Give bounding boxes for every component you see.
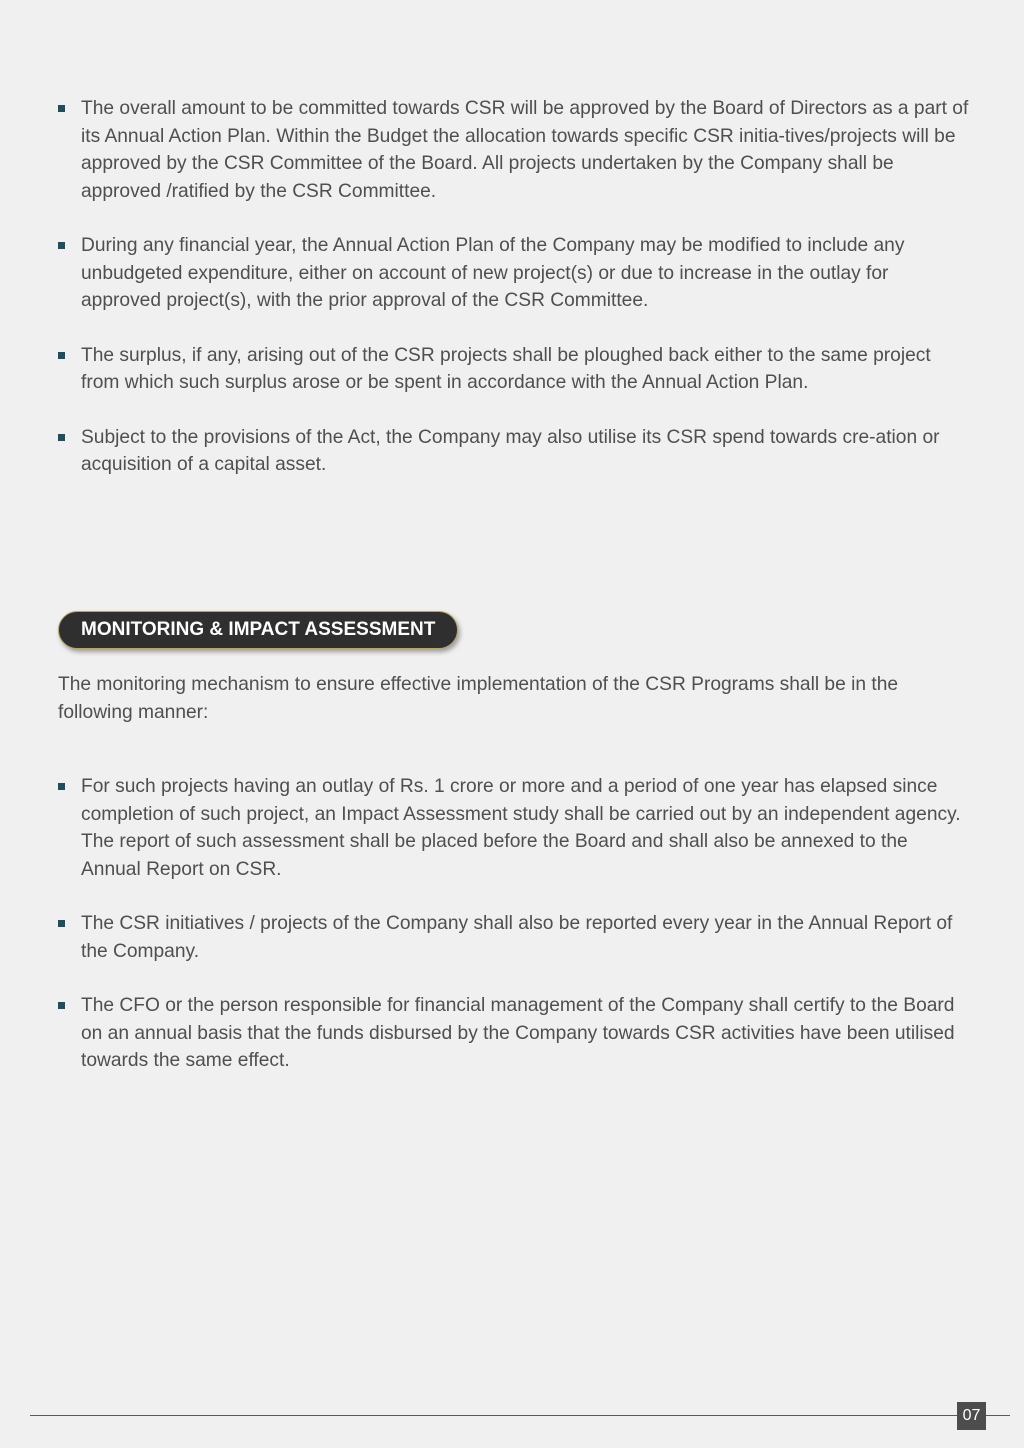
section-intro: The monitoring mechanism to ensure effective implementation of the CSR Programs shall be in the following manner:: [58, 674, 899, 723]
list-item: [58, 342, 970, 397]
list-item: [58, 424, 970, 479]
list-item: [58, 232, 970, 315]
list-item: [58, 992, 970, 1075]
list-item: [58, 773, 970, 883]
bullet-square-icon: [58, 434, 65, 441]
list-item-text: The CFO or the person responsible for financial management of the Company shall certify to the Board on an annual basis that the funds disbursed by the Company towards CSR activities have been utilised towards the same effect.: [81, 995, 955, 1071]
policy-bullet-list: [58, 95, 970, 479]
list-item-text: The CSR initiatives / projects of the Company shall also be reported every year in the Annual Report of the Company.: [81, 913, 953, 962]
bullet-square-icon: [58, 1002, 65, 1009]
bullet-square-icon: [58, 920, 65, 927]
list-item-text: Subject to the provisions of the Act, the Company may also utilise its CSR spend towards cre-ation or acquisition of a capital asset.: [81, 426, 940, 475]
list-item-text: The overall amount to be committed towards CSR will be approved by the Board of Directors as a part of its Annual Action Plan. Within the Budget the allocation towards specific CSR initia-tives/projects will be approved by the CSR Committee of the Board. All projects undertaken by the Company shall be approved /ratified by the CSR Committee.: [81, 98, 969, 202]
bullet-square-icon: [58, 783, 65, 790]
list-item-text: The surplus, if any, arising out of the CSR projects shall be ploughed back either to the same project from which such surplus arose or be spent in accordance with the Annual Action Plan.: [81, 344, 931, 393]
page-number: 07: [957, 1402, 986, 1430]
bullet-square-icon: [58, 352, 65, 359]
section-heading-badge: MONITORING & IMPACT ASSESSMENT: [58, 611, 458, 649]
monitoring-bullet-list: [58, 773, 970, 1075]
list-item: [58, 910, 970, 965]
policy-section: [58, 95, 970, 506]
monitoring-section: [58, 773, 970, 1102]
list-item-text: During any financial year, the Annual Action Plan of the Company may be modified to include any unbudgeted expenditure, either on account of new project(s) or due to increase in the outlay for approved project(s), with the prior approval of the CSR Committee.: [81, 235, 905, 311]
footer-divider: [30, 1415, 1010, 1416]
bullet-square-icon: [58, 242, 65, 249]
bullet-square-icon: [58, 105, 65, 112]
list-item: [58, 95, 970, 205]
list-item-text: For such projects having an outlay of Rs. 1 crore or more and a period of one year has elapsed since completion of such project, an Impact Assessment study shall be carried out by an independent agency. The report of such assessment shall be placed before the Board and shall also be annexed to the Annual Report on CSR.: [81, 776, 961, 880]
